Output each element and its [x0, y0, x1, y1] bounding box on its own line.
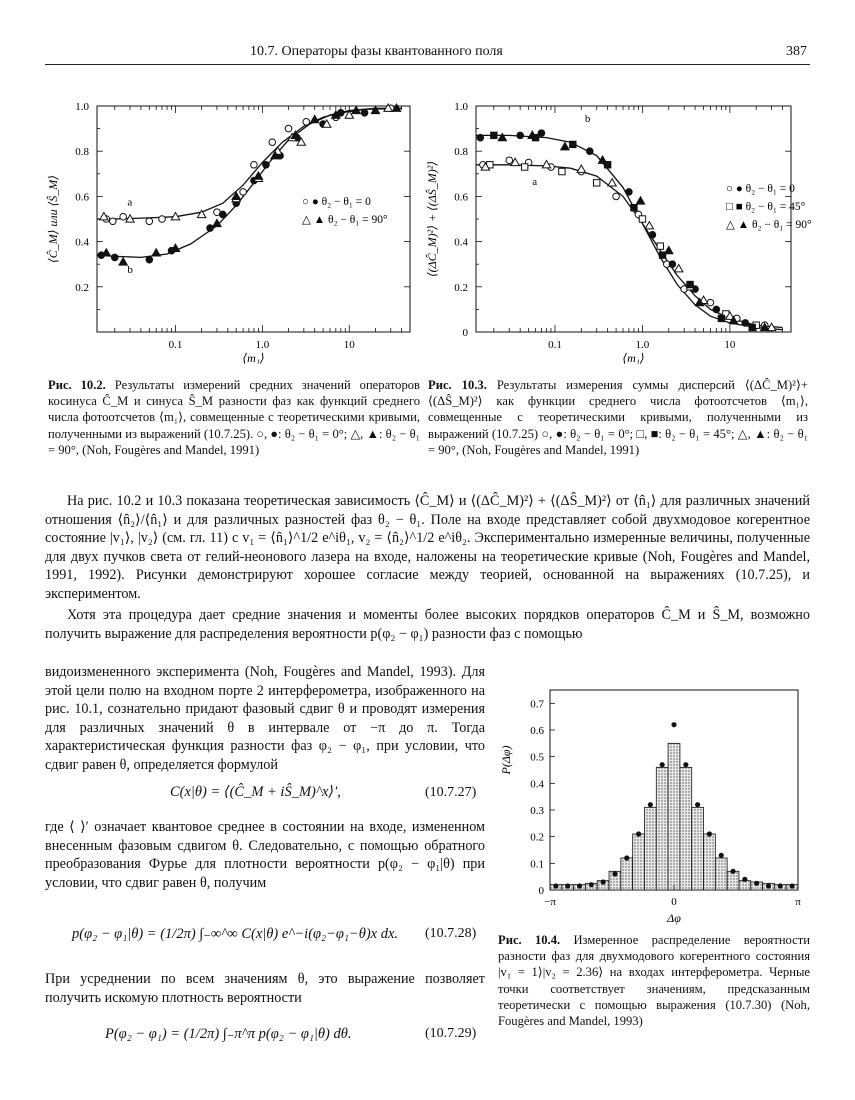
data-point-open-triangle: [645, 222, 653, 229]
theory-point: [636, 831, 641, 836]
histogram-bar: [715, 858, 727, 890]
figure-10-4: [490, 680, 810, 930]
equation-10-7-27: C(x|θ) = ⟨(Ĉ_M + iŜ_M)^x⟩′,: [170, 784, 341, 800]
data-point-filled-circle: [649, 232, 656, 239]
y-tick-label: 0.6: [75, 191, 89, 204]
data-point-filled-circle: [517, 132, 524, 139]
data-point-open-circle: [110, 218, 117, 225]
theory-point: [683, 762, 688, 767]
y-tick-label: 0.6: [530, 725, 544, 737]
data-point-filled-circle: [111, 254, 118, 261]
curve-label-a: a: [532, 176, 538, 189]
data-point-filled-circle: [477, 134, 484, 141]
theory-point: [778, 883, 783, 888]
figure-10-2: [40, 92, 420, 364]
x-tick-label: −π: [544, 896, 556, 908]
y-tick-label: 1.0: [454, 101, 468, 113]
fig-10-2-plot: [46, 101, 410, 364]
y-tick-label: 0.4: [530, 778, 544, 791]
data-point-filled-circle: [361, 109, 368, 116]
theory-point: [601, 879, 606, 884]
y-tick-label: 0.3: [530, 805, 544, 817]
x-tick-label: 10: [724, 339, 736, 351]
caption-fig-10-4: [498, 932, 810, 1029]
y-tick-label: 0.8: [75, 146, 89, 159]
data-point-filled-square: [687, 281, 693, 287]
caption-fig-10-3-label: Рис. 10.3.: [428, 378, 487, 392]
theory-point: [695, 802, 700, 807]
figure-10-3: [422, 92, 822, 364]
data-point-filled-square: [491, 132, 497, 138]
histogram-bar: [633, 834, 645, 890]
data-point-open-circle: [285, 125, 292, 132]
caption-fig-10-2: [48, 377, 420, 458]
theory-point: [612, 871, 617, 876]
x-tick-label: π: [795, 896, 801, 908]
histogram-bar: [727, 871, 739, 890]
caption-fig-10-2-text: Результаты измерений средних значений операторов косинуса Ĉ_M и синуса Ŝ_M разности фаз как функций среднего числа фотоотсчетов ⟨m₁⟩, совмещенные с теоретическими кривыми, полученными из выражений (10.7.25). ○, ●: θ₂ − θ₁ = 0°; △, ▲: θ₂ − θ₁ = 90°, (Noh, Fougères and Mandel, 1991): [48, 378, 421, 457]
caption-fig-10-3: [428, 377, 808, 458]
y-tick-label: 0.2: [454, 281, 468, 294]
header-rule: [45, 64, 810, 65]
data-point-filled-triangle: [665, 246, 673, 253]
paragraph-text: Хотя эта процедура дает средние значения и моменты более высоких порядков операторов Ĉ_M и Ŝ_M, возможно получить выражение для распределения вероятности p(φ₂ − φ₁) разности фаз с помощью: [45, 607, 810, 642]
data-point-filled-circle: [626, 189, 633, 196]
data-point-open-square: [639, 216, 645, 222]
histogram-bar: [739, 881, 751, 890]
y-axis-label: ⟨Ĉ_M⟩ или ⟨Ŝ_M⟩: [46, 175, 60, 263]
y-tick-label: 0.5: [530, 751, 544, 764]
y-tick-label: 0.8: [454, 146, 468, 159]
histogram-bar: [704, 834, 716, 890]
y-tick-label: 0.1: [530, 858, 544, 871]
data-point-open-square: [593, 180, 599, 186]
equation-10-7-29: P(φ₂ − φ₁) = (1/2π) ∫₋π^π p(φ₂ − φ₁|θ) dθ.: [105, 1026, 352, 1042]
curve-label-b: b: [584, 112, 591, 125]
x-tick-label: 1.0: [255, 339, 270, 351]
data-point-open-square: [521, 164, 527, 170]
fig-10-4-plot: [499, 690, 801, 925]
data-point-open-circle: [707, 299, 714, 306]
theory-point: [565, 883, 570, 888]
x-axis-label: ⟨m₁⟩: [622, 351, 645, 364]
paragraph-text: видоизмененного эксперимента (Noh, Fougères and Mandel, 1993). Для этой цели полю на входном порте 2 интерферометра, изображенного на рис. 10.1, сознательно придают фазовый сдвиг θ и проводят измерения для различных значений θ в интервале от −π до π. Тогда характеристическая функция разности фаз φ₂ − φ₁, при условии, что сдвиг равен θ, определяется формулой: [45, 664, 485, 773]
data-point-open-circle: [506, 157, 513, 164]
paragraph-text: При усреднении по всем значениям θ, это выражение позволяет получить искомую плотность вероятности: [45, 971, 485, 1006]
caption-fig-10-4-label: Рис. 10.4.: [498, 933, 561, 947]
fig-10-3-plot: [425, 101, 812, 364]
y-tick-label: 0.6: [454, 191, 468, 204]
data-point-open-circle: [613, 193, 620, 200]
data-point-filled-circle: [263, 161, 270, 168]
theory-point: [624, 855, 629, 860]
theory-point: [648, 802, 653, 807]
data-point-open-triangle: [608, 179, 616, 186]
histogram-bar: [656, 767, 668, 890]
body-paragraph-2-top: [45, 606, 810, 643]
data-point-filled-square: [570, 141, 576, 147]
x-tick-label: 0.1: [548, 339, 562, 351]
equation-number-29: (10.7.29): [425, 1026, 477, 1041]
data-point-filled-triangle: [152, 249, 160, 256]
caption-fig-10-4-text: Измеренное распределение вероятности разности фаз для двухмодового когерентного состояния |v₁ = 1⟩|v₂ = 2.36⟩ на входах интерферометра. Черные точки соответствует значениям, предсказанным теоретически с помощью выражения (10.7.30) (Noh, Fougères and Mandel, 1993): [498, 933, 811, 1029]
curve-label-a: a: [127, 196, 133, 209]
y-axis-label: P(Δφ): [499, 745, 513, 775]
data-point-open-circle: [120, 213, 127, 220]
theory-point: [730, 869, 735, 874]
x-tick-label: 1.0: [635, 339, 650, 351]
x-axis-label: Δφ: [667, 911, 681, 925]
data-point-filled-triangle: [119, 258, 127, 265]
theory-point: [577, 883, 582, 888]
theory-point: [660, 762, 665, 767]
histogram-bar: [644, 807, 656, 890]
histogram-bar: [680, 767, 692, 890]
data-point-open-circle: [269, 139, 276, 146]
y-tick-label: 0.2: [75, 281, 89, 294]
theory-point: [589, 882, 594, 887]
caption-fig-10-2-label: Рис. 10.2.: [48, 378, 106, 392]
y-tick-label: 0: [538, 885, 544, 897]
y-tick-label: 0.4: [454, 236, 468, 249]
paragraph-text: где ⟨ ⟩′ означает квантовое среднее в состоянии на входе, измененном внесенным фазовым сдвигом θ. Следовательно, с помощью обратного преобразования Фурье для плотности вероятности p(φ₂ − φ₁|θ) при условии, что сдвиг равен θ, получим: [45, 819, 485, 891]
y-tick-label: 0: [462, 327, 468, 339]
caption-fig-10-3-text: Результаты измерения суммы дисперсий ⟨(ΔĈ_M)²⟩+⟨(ΔŜ_M)²⟩ как функции среднего числа фотоотсчетов ⟨m₁⟩, совмещенные с теоретическими кривыми, полученными из выражений (10.7.25) ○, ●: θ₂ − θ₁ = 0°; □, ■: θ₂ − θ₁ = 45°; △, ▲: θ₂ − θ₁ = 90°, (Noh, Fougères and Mandel, 1991): [428, 378, 808, 457]
data-point-filled-triangle: [498, 133, 506, 140]
paragraph-text: На рис. 10.2 и 10.3 показана теоретическая зависимость ⟨Ĉ_M⟩ и ⟨(ΔĈ_M)²⟩ + ⟨(ΔŜ_M)²⟩ от ⟨n̂₁⟩ для различных значений отношения ⟨n̂₂⟩/⟨n̂₁⟩ и для различных разностей фаз θ₂ − θ₁. Поле на входе представляет собой двухмодовое когерентное состояние |v₁⟩, |v₂⟩ (см. гл. 11) с v₁ = ⟨n̂₁⟩^1/2 e^iθ₁, v₂ = ⟨n̂₂⟩^1/2 e^iθ₂. Экспериментально измеренные величины, полученные для двух пучков света от гелий-неонового лазера на входе, наложены на теоретические кривые (Noh, Fougères and Mandel, 1991, 1992). Рисунки демонстрируют хорошее согласие между теорией, основанной на выражениях (10.7.25), и экспериментом.: [45, 493, 810, 602]
data-point-filled-circle: [713, 306, 720, 313]
data-point-filled-circle: [207, 225, 214, 232]
curve-label-b: b: [127, 264, 133, 277]
legend-entry: ○ ● θ₂ − θ₁ = 0: [726, 183, 795, 195]
data-point-filled-circle: [586, 148, 593, 155]
body-paragraph-4: [45, 970, 485, 1007]
data-point-open-circle: [251, 161, 258, 168]
body-paragraph-3: [45, 818, 485, 892]
data-point-filled-triangle: [561, 142, 569, 149]
y-tick-label: 0.4: [75, 236, 89, 249]
data-point-filled-circle: [669, 261, 676, 268]
histogram-bar: [621, 858, 633, 890]
y-tick-label: 0.7: [530, 698, 544, 711]
equation-number-27: (10.7.27): [425, 785, 477, 800]
legend-entry: ○ ● θ₂ − θ₁ = 0: [302, 196, 371, 208]
data-point-filled-square: [718, 315, 724, 321]
histogram-bar: [668, 743, 680, 890]
theory-point: [707, 831, 712, 836]
x-tick-label: 0.1: [168, 339, 183, 351]
theory-point: [754, 881, 759, 886]
data-point-filled-triangle: [371, 106, 379, 113]
page-number: 387: [786, 44, 807, 59]
equation-10-7-28: p(φ₂ − φ₁|θ) = (1/2π) ∫₋∞^∞ C(x|θ) e^−i(φ₂−φ₁−θ)x dx.: [72, 926, 399, 942]
x-tick-label: 10: [343, 339, 355, 351]
data-point-open-circle: [303, 119, 310, 126]
data-point-filled-square: [749, 324, 755, 330]
legend-entry: □ ■ θ₂ − θ₁ = 45°: [726, 201, 806, 213]
theory-point: [789, 883, 794, 888]
body-paragraph-1: [45, 492, 810, 604]
legend-entry: △ ▲ θ₂ − θ₁ = 90°: [726, 219, 812, 231]
equation-number-28: (10.7.28): [425, 926, 477, 941]
data-point-filled-triangle: [636, 197, 644, 204]
data-point-filled-square: [631, 205, 637, 211]
histogram-bar: [692, 807, 704, 890]
body-paragraph-2-rest: [45, 663, 485, 775]
legend-entry: △ ▲ θ₂ − θ₁ = 90°: [302, 214, 388, 226]
x-tick-label: 0: [671, 896, 677, 908]
theory-point: [766, 883, 771, 888]
data-point-filled-circle: [146, 256, 153, 263]
theory-point: [742, 877, 747, 882]
data-point-filled-circle: [219, 211, 226, 218]
y-tick-label: 1.0: [75, 101, 89, 113]
data-point-open-circle: [240, 189, 247, 196]
y-axis-label: ⟨(ΔĈ_M)²⟩ + ⟨(ΔŜ_M)²⟩: [425, 160, 439, 278]
data-point-filled-circle: [742, 320, 749, 327]
theory-point: [553, 883, 558, 888]
theory-curve-b: [97, 108, 402, 257]
theory-point: [719, 853, 724, 858]
data-point-open-triangle: [577, 165, 585, 172]
x-axis-label: ⟨m₁⟩: [242, 351, 265, 364]
running-head-title: 10.7. Операторы фазы квантованного поля: [250, 44, 503, 59]
data-point-open-circle: [159, 216, 166, 223]
data-point-open-circle: [146, 218, 153, 225]
y-tick-label: 0.2: [530, 831, 544, 844]
theory-point: [671, 722, 676, 727]
data-point-open-square: [559, 168, 565, 174]
data-point-filled-triangle: [310, 115, 318, 122]
data-point-open-square: [657, 243, 663, 249]
